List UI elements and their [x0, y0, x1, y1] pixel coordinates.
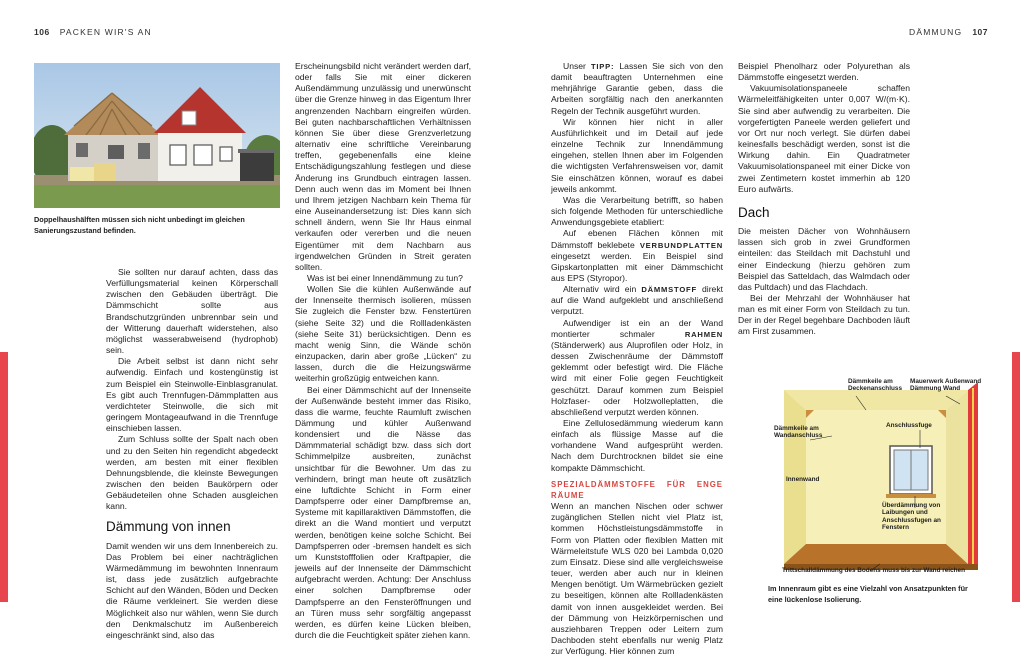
col2-paragraph: Erscheinungsbild nicht verändert werden darf, oder falls Sie mit einer dickeren Außendämmung unzulässig und unerwünscht über die Grenze hinweg in das Eigentum Ihrer angrenzenden Nachbarn eingreifen würden. Bei guten nachbarschaftlichen Verhältnissen können Sie über diese Grenzverletzung alternativ eine schriftliche Vereinbarung treffen, gegebenenfalls eine kleine Entschädigungszahlung festlegen und diese Änderung ins Grundbuch eintragen lassen. Denn auch wenn das im Moment bei Ihnen und Ihrem jetzigen Nachbarn kein Thema für eine Auseinandersetzung ist: Dies kann sich schnell ändern, wenn Sie Ihr Haus einmal verkaufen oder vererben und die neuen Eigentümer mit dem Nachbarn aus irgendwelchen Gründen in Streit geraten sollten.	[295, 61, 471, 272]
subheading-spezialdaemmstoffe: SPEZIALDÄMMSTOFFE FÜR ENGE RÄUME	[551, 479, 723, 500]
keyword-rahmen: RAHMEN	[684, 329, 723, 339]
photo-caption: Doppelhaushälften müssen sich nicht unbedingt im gleichen Sanierungszustand befinden.	[34, 215, 245, 235]
room-cutaway-illustration	[770, 368, 982, 580]
right-page-header	[909, 27, 988, 37]
col4-paragraph: Beispiel Phenolharz oder Polyurethan als Dämmstoffe eingesetzt werden.	[738, 61, 910, 83]
right-page-number: 107	[972, 27, 988, 37]
keyword-verbundplatten: VERBUNDPLATTEN	[639, 240, 724, 250]
col3-paragraph: Auf ebenen Flächen können mit Dämmstoff beklebete VERBUNDPLATTEN eingesetzt werden. Ein Beispiel sind Gipskartonplatten mit einer Dämmschicht aus EPS (Styropor).	[551, 228, 724, 283]
col3-paragraph: Aufwendiger ist ein an der Wand montierter schmaler RAHMEN (Ständerwerk) aus Aluprofilen oder Holz, in dessen Zwischenräume der Dämmstoff geklemmt oder befestigt wird. Die Fläche wird mit einer Folie gegen Feuchtigkeit geschützt. Darauf kommen zum Beispiel Holzfaser- oder Holzwolleplatten, die abschließend verputzt werden können.	[551, 317, 723, 417]
col3-paragraph: Wir können hier nicht in aller Ausführlichkeit und im Detail auf jede einzelne Technik zur Innendämmung eingehen, stellen Ihnen aber im Folgenden die wichtigsten Verfahrensweisen vor, damit Sie einschätzen können, worauf es dabei jeweils ankommt.	[551, 116, 723, 194]
tip-keyword: TIPP:	[590, 62, 615, 71]
column-4	[738, 61, 910, 338]
col4-paragraph: Die meisten Dächer von Wohnhäusern lassen sich grob in zwei Grundformen einteilen: das Steildach mit Dachstuhl und einer Eindeckung (hierzu gehören zum Beispiel das Satteldach, das Walmdach oder das Pultdach) und das Flachdach.	[738, 226, 910, 292]
column-3	[551, 61, 723, 657]
insulation-diagram	[770, 368, 982, 580]
section-heading-daemmung-von-innen: Dämmung von innen	[106, 519, 231, 535]
section-heading-dach: Dach	[738, 204, 770, 220]
label-mauerwerk: Mauerwerk Außenwand Dämmung Wand	[910, 378, 982, 393]
keyword-daemmstoff: DÄMMSTOFF	[641, 285, 697, 295]
col4-paragraph: Vakuumisolationspaneele schaffen Wärmeleitfähigkeiten unter 0,007 W/(m·K). Sie sind aber aufwendig zu verarbeiten. Die vorgefertigten Paneele werden geliefert und vor Ort nur noch verlegt. Sie dürfen dabei keinesfalls beschädigt werden, sonst ist die Wirkung dahin. Ein Quadratmeter Vakuumisolationspaneel mit einer Dicke von zwei Zentimetern kostet immerhin ab 120 Euro aufwärts.	[738, 83, 910, 194]
col3-paragraph: Eine Zellulosedämmung wiederum kann einfach als flüssige Masse auf die vorhandene Wand aufgesprüht werden. Nach dem Durchtrocknen bildet sie eine kompakte Dämmschicht.	[551, 418, 723, 473]
label-anschlussfuge: Anschlussfuge	[886, 422, 946, 429]
right-edge-tab	[1012, 352, 1020, 602]
label-trittschall: Trittschalldämmung des Bodens muss bis zur Wand reichen	[782, 567, 965, 574]
column-1	[106, 267, 278, 641]
col1-paragraph: Sie sollten nur darauf achten, dass das Verfüllungsmaterial keinen Körperschall zwischen den Gebäuden überträgt. Die Dämmschicht sollte aus Brandschutzgründen unbrennbar sein und der Witterung dauerhaft widerstehen, also möglichst wasserabweisend (hydrophob) sein.	[106, 267, 278, 356]
col3-paragraph: Was die Verarbeitung betrifft, so haben sich folgende Methoden für unterschiedliche Anwendungsgebiete etabliert:	[551, 194, 723, 228]
col1-paragraph: Damit wenden wir uns dem Innenbereich zu. Das Problem bei einer nachträglichen Wärmedämmung im bewohnten Innenraum ist, dass jede zusätzlich aufgebrachte Schicht auf den Wänden, Böden und Decken die Räume verkleinert. Sie werden diese Möglichkeit also nur wählen, wenn Sie durch den Denkmalschutz im Außenbereich eingeschränkt sind, also das	[106, 540, 278, 640]
col3-paragraph: Alternativ wird ein DÄMMSTOFF direkt auf die Wand aufgeklebt und anschließend verputzt.	[551, 284, 724, 317]
house-photo-illustration	[34, 63, 280, 208]
col2-paragraph: Wollen Sie die kühlen Außenwände auf der Innenseite thermisch isolieren, müssen Sie zugleich die Fenster bzw. Fenstertüren (siehe Seite 32) und die Rollladenkästen (siehe Seite 31) berücksichtigen. Denn es macht wenig Sinn, die Wände schön einzupacken, darin aber große „Lücken“ zu lassen, durch die die Heizungswärme weiterhin großzügig entweichen kann.	[295, 284, 471, 384]
house-photo	[34, 63, 280, 208]
col2-paragraph: Was ist bei einer Innendämmung zu tun?	[307, 272, 463, 283]
column-2	[295, 61, 471, 641]
right-running-title: DÄMMUNG	[909, 27, 963, 37]
col1-paragraph: Die Arbeit selbst ist dann nicht sehr aufwendig. Einfach und kostengünstig ist zum Beispiel ein Steinwolle-Einblasgranulat. Es gibt auch Trennfugen-Dämmplatten aus verdichteter Steinwolle, die sich mit geringem Montageaufwand in die Trennfuge einschieben lassen.	[106, 356, 278, 434]
left-running-title: PACKEN WIR'S AN	[59, 27, 152, 37]
label-innenwand: Innenwand	[786, 476, 820, 483]
col1-paragraph: Zum Schluss sollte der Spalt nach oben und zu den Seiten hin regendicht abgedeckt werden, am besten mit einer flexiblen Dehnungsblende, die kleinste Bewegungen zwischen den beiden Baukörpern oder Gebäudeteilen ohne Schaden ausgleichen kann.	[106, 434, 278, 512]
label-wandanschluss: Dämmkeile am Wandanschluss	[774, 425, 823, 440]
left-page-header	[34, 27, 152, 37]
tip-paragraph: Unser TIPP: Lassen Sie sich von den damit beauftragten Unternehmen eine mehrjährige Garantie geben, dass die Arbeiten sorgfältig nach den anerkannten Regeln der Technik ausgeführt wurden.	[551, 61, 724, 116]
left-edge-tab	[0, 352, 8, 602]
label-laibungen: Überdämmung von Laibungen und Anschlussfugen an Fenstern	[882, 502, 941, 532]
col2-paragraph: Bei einer Dämmschicht auf der Innenseite der Außenwände besteht immer das Risiko, dass die warme, feuchte Raumluft zwischen Dämmung und kühler Außenwand kondensiert und die Nässe das Dämmmaterial schädigt bzw. dass sich dort Schimmelpilze ausbreiten, zunächst unsichtbar für die Bewohner. Um das zu verhindern, bringt man heute oft zusätzlich eine luftdichte Schicht in Form einer Dampfsperre oder einer Dampfbremse an, Systeme mit kapillaraktiven Dämmstoffen, die direkt an die Wand montiert und verputzt werden, benötigen keine solche Schicht. Bei Dampfsperren oder -bremsen handelt es sich um Kunststofffolien oder Kraftpapier, die jeweils auf der Innenseite der Dämmschicht aufgebracht werden. Achtung: Der Anschluss einer solchen Dampfbremse oder Dampfsperre an den Fensteröffnungen und an Türen muss sehr sorgfältig angepasst werden, es dürfen keine Lücken bleiben, durch die die Feuchtigkeit später ziehen kann.	[295, 384, 471, 640]
col3-paragraph: Wenn an manchen Nischen oder schwer zugänglichen Stellen nicht viel Platz ist, kommen Höchstleistungsdämmstoffe in Form von Platten oder flexiblen Matten mit Wärmeleitstufe WLS 020 bei Lambda 0,020 zum Einsatz. Diese sind alle vergleichsweise teuer, werden aber auch nur in kleinen Mengen benötigt. Um Wärmebrücken gezielt zu beseitigen, können alte Rollladenkästen damit von innen ausgekleidet werden. Bei der Dämmung von Heizkörpernischen und ausziehbaren Treppen oder Leitern zum Dachboden steht ebenfalls nur wenig Platz zur Verfügung. Hier können zum	[551, 501, 723, 657]
diagram-caption: Im Innenraum gibt es eine Vielzahl von Ansatzpunkten für eine lückenlose Isolierung.	[768, 584, 968, 604]
col4-paragraph: Bei der Mehrzahl der Wohnhäuser hat man es mit einer Form von Steildach zu tun. Der in der Regel begehbare Dachboden läuft am First zusammen.	[738, 292, 910, 337]
left-page-number: 106	[34, 27, 50, 37]
label-deckenanschluss: Dämmkeile am Deckenanschluss	[848, 378, 902, 393]
